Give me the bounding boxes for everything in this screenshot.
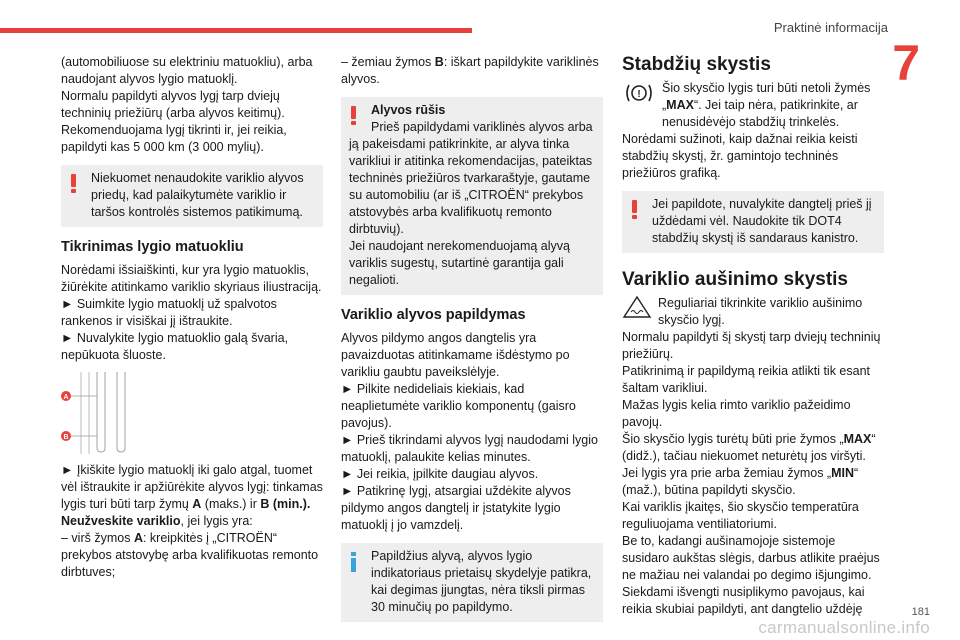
info-box	[341, 543, 603, 622]
paragraph: Šio skysčio lygis turėtų būti prie žymos „MAX“ (didž.), tačiau niekuomet neturėtų jos viršyti.	[622, 432, 876, 463]
warning-icon	[632, 200, 637, 218]
warning-box	[61, 165, 323, 227]
dash-item: – žemiau žymos B: iškart papildykite variklinės alyvos.	[341, 55, 599, 86]
paragraph: Norėdami išsiaiškinti, kur yra lygio matuoklis, žiūrėkite atitinkamo variklio skyriaus iliustraciją.	[61, 263, 322, 294]
chapter-number: 7	[892, 35, 920, 91]
mark-b-label: B	[63, 434, 69, 441]
bullet-item: ► Pilkite nedideliais kiekiais, kad neaplietumėte variklio komponentų (gaisro pavojus).	[341, 382, 576, 430]
column-3	[622, 54, 884, 618]
paragraph: Neužveskite variklio, jei lygis yra:	[61, 514, 253, 528]
paragraph: Patikrinimą ir papildymą reikia atlikti tik esant šaltam varikliui.	[622, 364, 871, 395]
warning-box	[622, 191, 884, 253]
warning-text: Jei papildote, nuvalykite dangtelį prieš jį uždėdami vėl. Naudokite tik DOT4 stabdžių skystį iš sandaraus kanistro.	[652, 197, 872, 245]
caution-triangle-icon	[622, 295, 652, 319]
dipstick-illustration	[61, 372, 323, 454]
section-title: Praktinė informacija	[773, 20, 888, 35]
dipstick-icon	[61, 372, 151, 454]
paragraph: Kai variklis įkaitęs, šio skysčio temperatūra reguliuojama ventiliatoriumi.	[622, 500, 859, 531]
heading-dipstick-check: Tikrinimas lygio matuokliu	[61, 239, 244, 255]
heading-oil-fill: Variklio alyvos papildymas	[341, 307, 526, 323]
warning-title: Alyvos rūšis	[371, 103, 446, 117]
svg-text:!: !	[637, 89, 641, 100]
paragraph: Alyvos pildymo angos dangtelis yra pavaizduotas atitinkamame išdėstymo po varikliu gaubtu paveikslėlyje.	[341, 331, 570, 379]
header-accent-bar	[0, 28, 472, 33]
paragraph: Normalu papildyti šį skystį tarp dviejų techninių priežiūrų.	[622, 330, 881, 361]
paragraph: Rekomenduojama lygį tikrinti ir, jei reikia, papildyti kas 5 000 km (3 000 mylių).	[61, 123, 287, 154]
bullet-item: ► Patikrinę lygį, atsargiai uždėkite alyvos pildymo angos dangtelį ir įstatykite lygio matuoklį į jo vamzdelį.	[341, 484, 571, 532]
paragraph: Jei lygis yra prie arba žemiau žymos „MIN“ (maž.), būtina papildyti skysčio.	[622, 466, 859, 497]
paragraph: Be to, kadangi aušinamojoje sistemoje susidaro aukštas slėgis, darbus atlikite praėjus ne mažiau nei valandai po degimo išjungimo.	[622, 534, 880, 582]
brake-intro	[622, 80, 884, 131]
paragraph: Siekdami išvengti nusiplikymo pavojaus, kai reikia skubiai papildyti, ant dangtelio uždėję	[622, 585, 865, 616]
paragraph: Normalu papildyti alyvos lygį tarp dviejų techninių priežiūrų (arba alyvos keitimų).	[61, 89, 285, 120]
watermark: carmanualsonline.info	[758, 618, 930, 637]
bullet-item: ► Suimkite lygio matuoklį už spalvotos rankenos ir visiškai jį ištraukite.	[61, 297, 277, 328]
brake-warning-icon	[622, 82, 656, 104]
heading-brake-fluid: Stabdžių skystis	[622, 54, 771, 75]
mark-a-label: A	[63, 394, 69, 401]
paragraph: Reguliariai tikrinkite variklio aušinimo skysčio lygį.	[658, 296, 863, 327]
warning-text: Jei naudojant nerekomenduojamą alyvą variklis sugestų, sutartinė garantija gali negalioti.	[349, 239, 570, 287]
bullet-item: ► Prieš tikrindami alyvos lygį naudodami lygio matuoklį, palaukite kelias minutes.	[341, 433, 598, 464]
paragraph: Mažas lygis kelia rimto variklio pažeidimo pavojų.	[622, 398, 851, 429]
paragraph: Šio skysčio lygis turi būti netoli žymės „MAX“. Jei taip nėra, patikrinkite, ar nenusidėvėjo stabdžių trinkelės.	[662, 81, 871, 129]
dash-item: – virš žymos A: kreipkitės į „CITROËN“ prekybos atstovybę arba kvalifikuotas remonto dirbtuves;	[61, 531, 319, 579]
warning-box	[341, 97, 603, 295]
info-text: Papildžius alyvą, alyvos lygio indikatoriaus prietaisų skydelyje patikra, kai degimas įjungtas, nėra tiksli pirmas 30 minučių po papildymo.	[371, 549, 592, 614]
warning-text: Prieš papildydami variklinės alyvos arba ją pakeisdami patikrinkite, ar alyva tinka varikliui ir atitinka rekomendacijas, pateiktas techninės priežiūros tvarkaraštyje, gautame su automobiliu (ar iš „CITROËN“ prekybos atstovybės arba kvalifikuotų remonto dirbtuvių).	[349, 120, 593, 236]
bullet-item: ► Jei reikia, įpilkite daugiau alyvos.	[341, 467, 539, 481]
paragraph: (automobiliuose su elektriniu matuokliu), arba naudojant alyvos lygio matuoklį.	[61, 55, 313, 86]
column-1	[61, 54, 323, 581]
column-2	[341, 54, 603, 631]
paragraph: Norėdami sužinoti, kaip dažnai reikia keisti stabdžių skystį, žr. gamintojo techninės priežiūros grafiką.	[622, 132, 858, 180]
warning-text: Niekuomet nenaudokite variklio alyvos priedų, kad palaikytumėte variklio ir taršos kontrolės sistemos patikimumą.	[91, 171, 304, 219]
info-icon	[351, 552, 356, 572]
warning-icon	[71, 174, 76, 192]
heading-coolant: Variklio aušinimo skystis	[622, 269, 848, 290]
coolant-intro	[622, 295, 884, 329]
warning-icon	[351, 106, 356, 124]
bullet-item: ► Įkiškite lygio matuoklį iki galo atgal, tuomet vėl ištraukite ir apžiūrėkite alyvos lygį: tinkamas lygis turi būti tarp žymų A (maks.) ir B (min.).	[61, 463, 323, 511]
bullet-item: ► Nuvalykite lygio matuoklio galą švaria, nepūkuota šluoste.	[61, 331, 289, 362]
page-number: 181	[911, 606, 930, 618]
